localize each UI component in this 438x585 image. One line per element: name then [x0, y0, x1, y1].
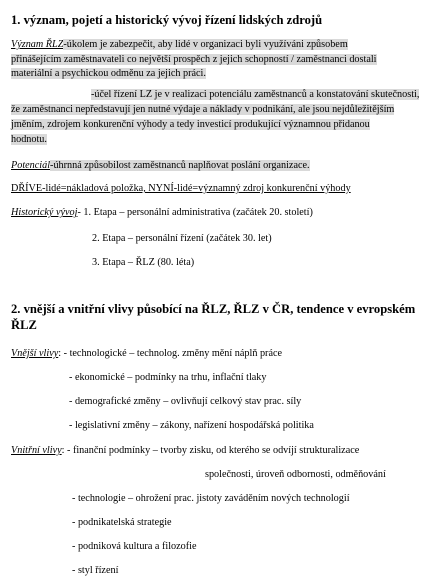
vnejsi-item-2: - ekonomické – podmínky na trhu, inflační tlaky: [69, 372, 267, 383]
vyznam-text-3: materiální a psychickou odměnu za jejich práci.: [11, 68, 206, 79]
vyznam-text-2: přinášejícím zaměstnavateli co největší prospěch z jejich schopností / zaměstnanci dostali: [11, 54, 377, 65]
ucel-text-3: jměním, zdrojem konkurenční výhody a tedy investicí produkující významnou přidanou: [11, 119, 370, 130]
ucel-text-4: hodnotu.: [11, 134, 47, 145]
vyznam-term: Význam ŘLZ: [11, 39, 64, 50]
ucel-line-2: [11, 104, 394, 116]
ucel-text-2: že zaměstnanci nepředstavují jen nutné výdaje a náklady v podnikání, ale jsou nejdůležitějším: [11, 104, 395, 115]
etapa-2: 2. Etapa – personální řízení (začátek 30. let): [92, 233, 272, 244]
drive-nyni-line: DŘÍVE-lidé=nákladová položka, NYNÍ-lidé=významný zdroj konkurenční výhody: [11, 183, 351, 194]
ucel-line-3: [11, 119, 370, 131]
vnejsi-term: Vnější vlivy: [11, 348, 59, 359]
potencial-text: -úhrnná způsobilost zaměstnanců naplňovat poslání organizace.: [50, 160, 310, 171]
ucel-line-4: [11, 134, 47, 146]
potencial-term: Potenciál: [11, 160, 51, 171]
historicky-term: Historický vývoj: [11, 207, 78, 218]
etapa-3: 3. Etapa – ŘLZ (80. léta): [92, 257, 195, 268]
vnejsi-line-1: [11, 348, 282, 360]
etapa-1: - 1. Etapa – personální administrativa (začátek 20. století): [77, 207, 313, 218]
vyznam-line-2: [11, 54, 377, 66]
historicky-line-1: [11, 207, 313, 219]
vnitrni-item-1: - technologie – ohrožení prac. jistoty zaváděním nových technologií: [72, 493, 350, 504]
potencial-line: [11, 160, 310, 172]
vyznam-text-1: -úkolem je zabezpečit, aby lidé v organizaci byli využíváni způsobem: [63, 39, 348, 50]
section-2-heading-line-2: ŘLZ: [11, 318, 37, 332]
ucel-text-1: -účel řízení LZ je v realizaci potenciálu zaměstnanců a konstatování skutečnosti,: [91, 89, 420, 100]
section-2-heading-line-1: 2. vnější a vnitřní vlivy působící na ŘLZ, ŘLZ v ČR, tendence v evropském: [11, 302, 416, 316]
vnitrni-item-4: - styl řízení: [72, 565, 119, 576]
vyznam-line-3: [11, 68, 206, 80]
section-1-heading: 1. význam, pojetí a historický vývoj řízení lidských zdrojů: [11, 13, 323, 27]
vnitrni-line-1: [11, 445, 359, 457]
vnitrni-item-2: - podnikatelská strategie: [72, 517, 172, 528]
vnitrni-item-3: - podniková kultura a filozofie: [72, 541, 197, 552]
vnitrni-first: : - finanční podmínky – tvorby zisku, od kterého se odvíjí strukturalizace: [61, 445, 360, 456]
vnitrni-first-cont: společnosti, úroveň odbornosti, odměňování: [205, 469, 386, 480]
vyznam-line-1: [11, 39, 348, 51]
ucel-line-1: [91, 89, 419, 101]
vnitrni-term: Vnitřní vlivy: [11, 445, 62, 456]
vnejsi-item-4: - legislativní změny – zákony, nařízení hospodářská politika: [69, 420, 314, 431]
vnejsi-item-1: : - technologické – technolog. změny mění náplň práce: [58, 348, 283, 359]
vnejsi-item-3: - demografické změny – ovlivňují celkový stav prac. síly: [69, 396, 302, 407]
